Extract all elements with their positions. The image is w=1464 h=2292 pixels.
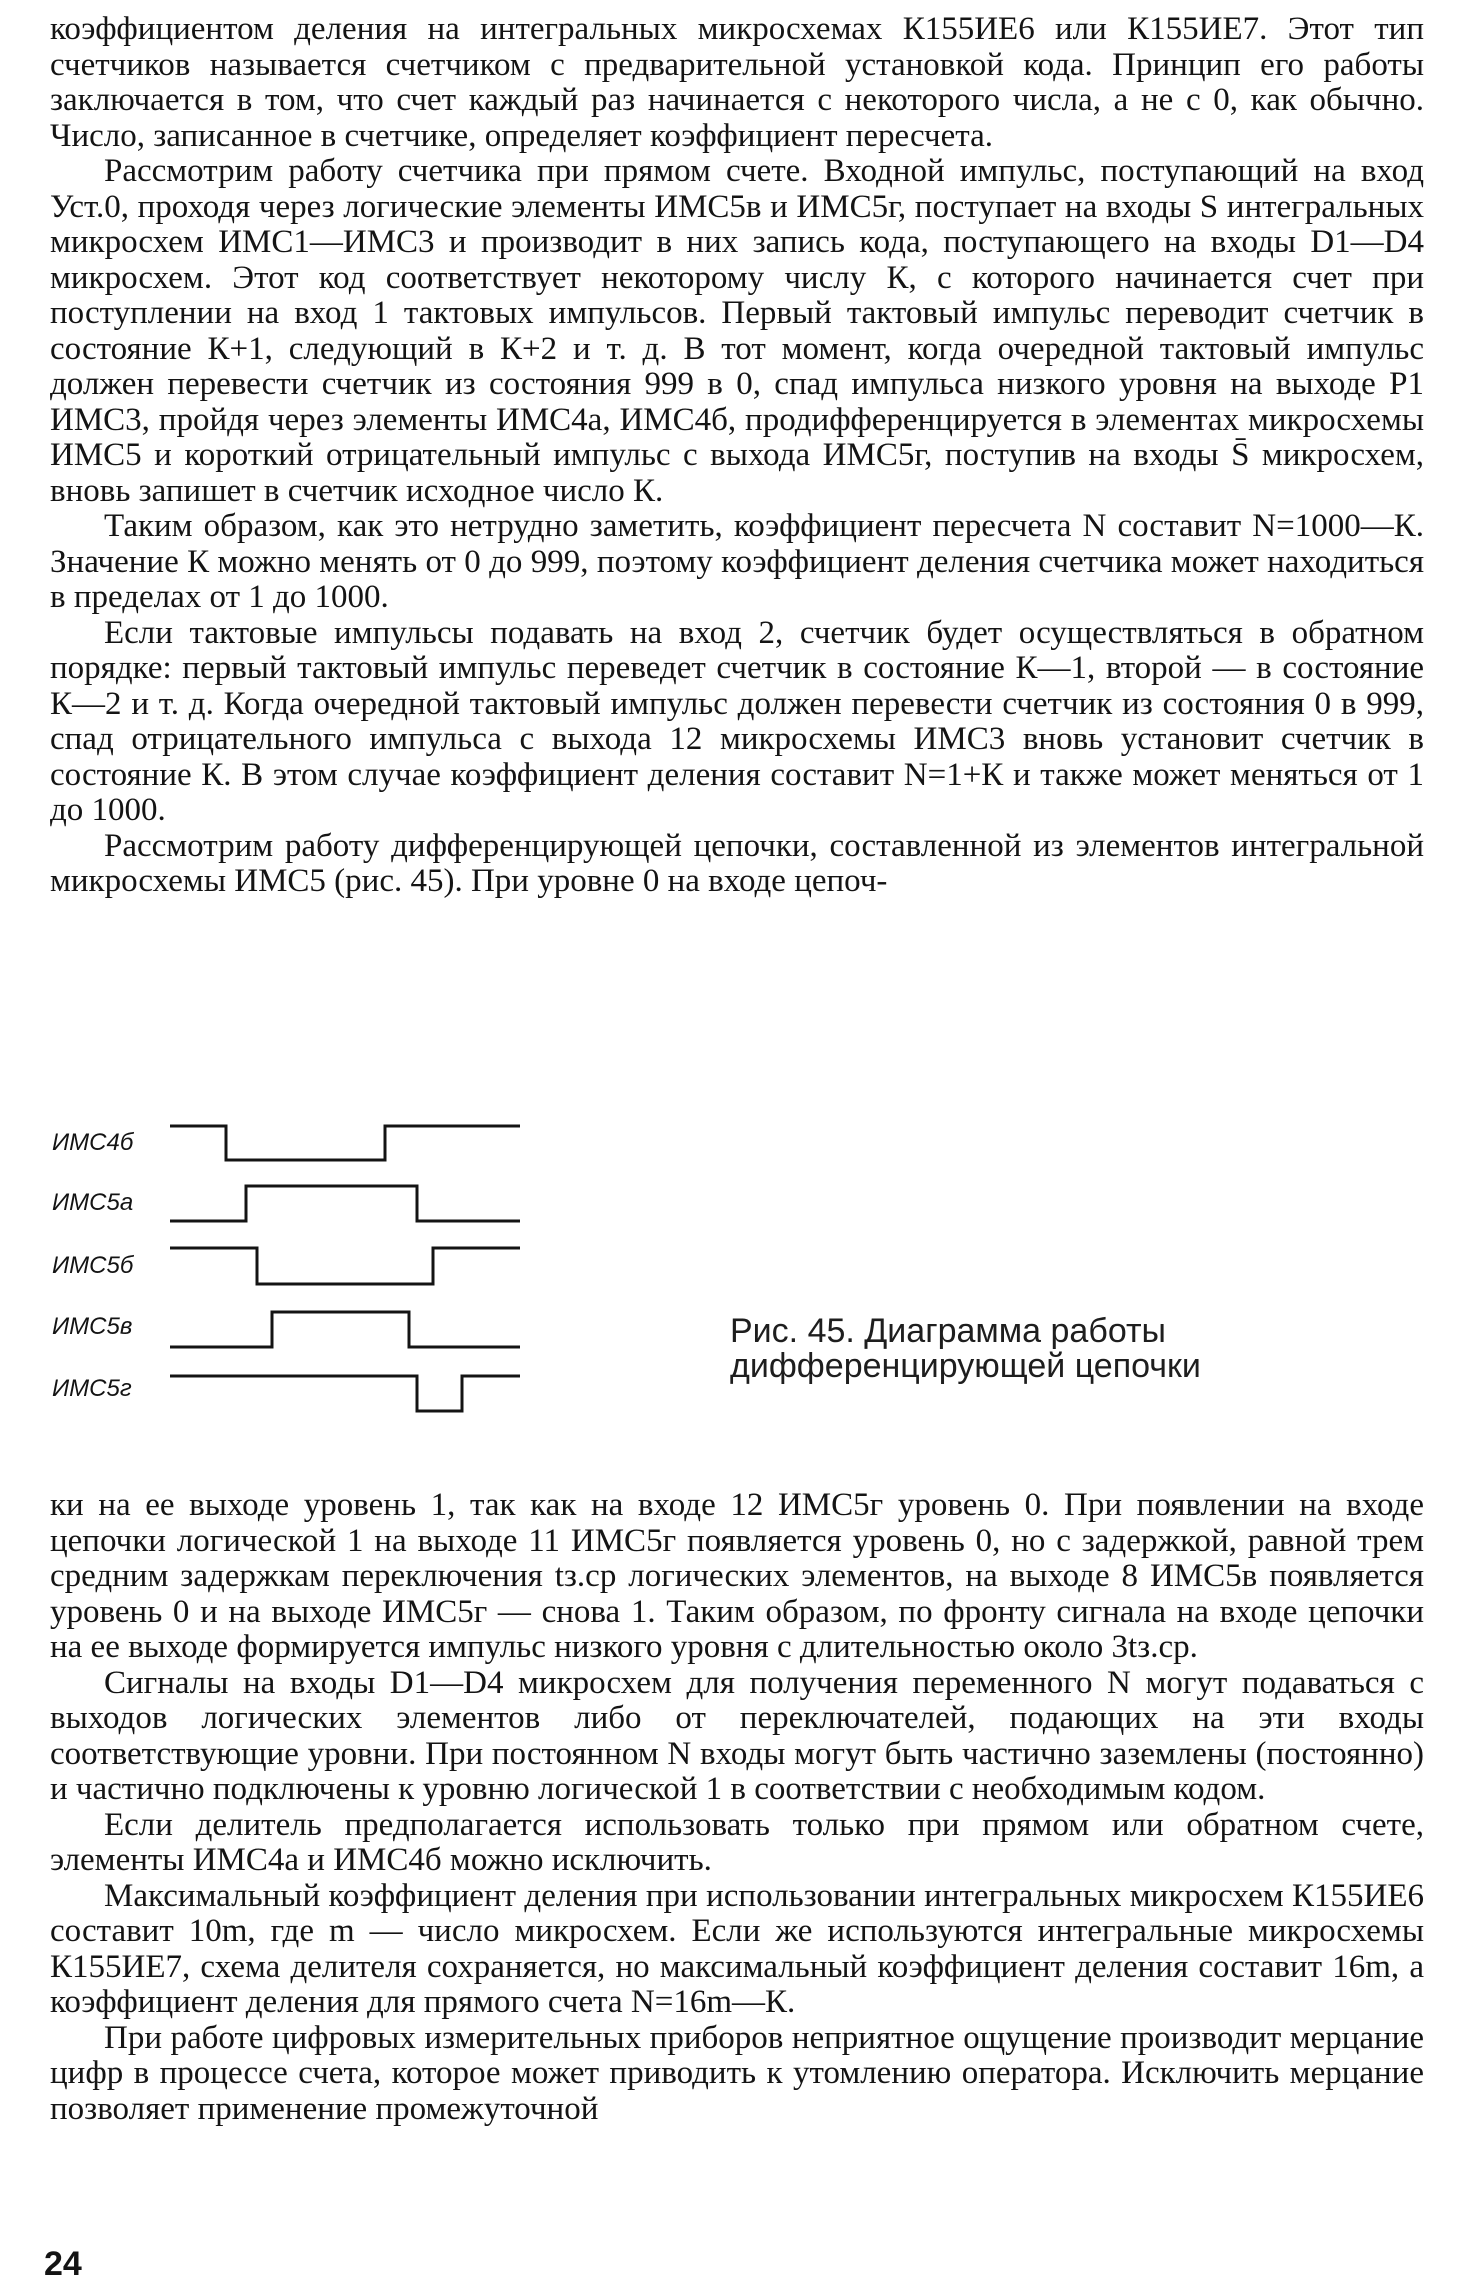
waveform-ims5g xyxy=(170,1376,520,1411)
signal-label: ИМС5а xyxy=(52,1189,134,1216)
paragraph-5: Рассмотрим работу дифференцирующей цепочки, составленной из элементов интегральной микросхемы ИМС5 (рис. 45). При уровне 0 на входе цепоч- xyxy=(50,827,1424,899)
paragraph-4: Если тактовые импульсы подавать на вход 2, счетчик будет осуществляться в обратном порядке: первый тактовый импульс переведет счетчик в состояние К—1, второй — в состояние К—2 и т. д. Когда очередной тактовый импульс должен перевести счетчик из состояния 0 в 999, спад отрицательного импульса с выхода 12 микросхемы ИМС3 вновь установит счетчик в состояние К. В этом случае коэффициент деления составит N=1+К и также может меняться от 1 до 1000. xyxy=(50,614,1424,828)
paragraph-8: Если делитель предполагается использовать только при прямом или обратном счете, элементы ИМС4а и ИМС4б можно исключить. xyxy=(50,1806,1424,1878)
signal-label: ИМС5б xyxy=(52,1252,134,1279)
text-block-bottom xyxy=(50,1488,1424,2127)
paragraph-2: Рассмотрим работу счетчика при прямом счете. Входной импульс, поступающий на вход Уст.0, проходя через логические элементы ИМС5в и ИМС5г, поступает на входы S интегральных микросхем ИМС1—ИМС3 и производит в них запись кода, поступающего на входы D1—D4 микросхем. Этот код соответствует некоторому числу К, с которого начинается счет при поступлении на вход 1 тактовых импульсов. Первый тактовый импульс переводит счетчик в состояние К+1, следующий в К+2 и т. д. В тот момент, когда очередной тактовый импульс должен перевести счетчик из состояния 999 в 0, спад импульса низкого уровня на выходе P1 ИМС3, пройдя через элементы ИМС4а, ИМС4б, продифференцируется в элементах микросхемы ИМС5 и короткий отрицательный импульс с выхода ИМС5г, поступив на входы S̄ микросхем, вновь запишет в счетчик исходное число К. xyxy=(50,153,1424,509)
page-number: 24 xyxy=(44,2245,82,2283)
waveform-ims5a xyxy=(170,1186,520,1221)
waveform-ims5v xyxy=(170,1312,520,1347)
paragraph-9: Максимальный коэффициент деления при использовании интегральных микросхем К155ИЕ6 составит 10m, где m — число микросхем. Если же используются интегральные микросхемы К155ИЕ7, схема делителя сохраняется, но максимальный коэффициент деления составит 16m, а коэффициент деления для прямого счета N=16m—К. xyxy=(50,1877,1424,2020)
figure-45 xyxy=(50,1110,1424,1440)
paragraph-7: Сигналы на входы D1—D4 микросхем для получения переменного N могут подаваться с выходов логических элементов либо от переключателей, подающих на эти входы соответствующие уровни. При постоянном N входы могут быть частично заземлены (постоянно) и частично подключены к уровню логической 1 в соответствии с необходимым кодом. xyxy=(50,1664,1424,1807)
signal-label: ИМС5г xyxy=(52,1375,132,1402)
waveform-ims5b xyxy=(170,1248,520,1284)
paragraph-1: коэффициентом деления на интегральных микросхемах К155ИЕ6 или К155ИЕ7. Этот тип счетчиков называется счетчиком с предварительной установкой кода. Принцип его работы заключается в том, что счет каждый раз начинается с некоторого числа, а не с 0, как обычно. Число, записанное в счетчике, определяет коэффициент пересчета. xyxy=(50,11,1424,154)
text-block-top xyxy=(50,12,1424,900)
signal-label: ИМС4б xyxy=(52,1129,134,1156)
signal-label: ИМС5в xyxy=(52,1313,133,1340)
waveform-ims4b xyxy=(170,1126,520,1160)
paragraph-3: Таким образом, как это нетрудно заметить, коэффициент пересчета N составит N=1000—К. Значение К можно менять от 0 до 999, поэтому коэффициент деления счетчика может находиться в пределах от 1 до 1000. xyxy=(50,508,1424,615)
paragraph-10: При работе цифровых измерительных приборов неприятное ощущение производит мерцание цифр в процессе счета, которое может приводить к утомлению оператора. Исключить мерцание позволяет применение промежуточной xyxy=(50,2019,1424,2127)
paragraph-6: ки на ее выходе уровень 1, так как на входе 12 ИМС5г уровень 0. При появлении на входе цепочки логической 1 на выходе 11 ИМС5г появляется уровень 0, но с задержкой, равной трем средним задержкам переключения tз.ср логических элементов, на выходе 8 ИМС5в появляется уровень 0 и на выходе ИМС5г — снова 1. Таким образом, по фронту сигнала на входе цепочки на ее выходе формируется импульс низкого уровня с длительностью около 3tз.ср. xyxy=(50,1487,1424,1665)
timing-diagram xyxy=(50,1110,670,1440)
figure-caption: Рис. 45. Диаграмма работы дифференцирующей цепочки xyxy=(730,1312,1201,1385)
